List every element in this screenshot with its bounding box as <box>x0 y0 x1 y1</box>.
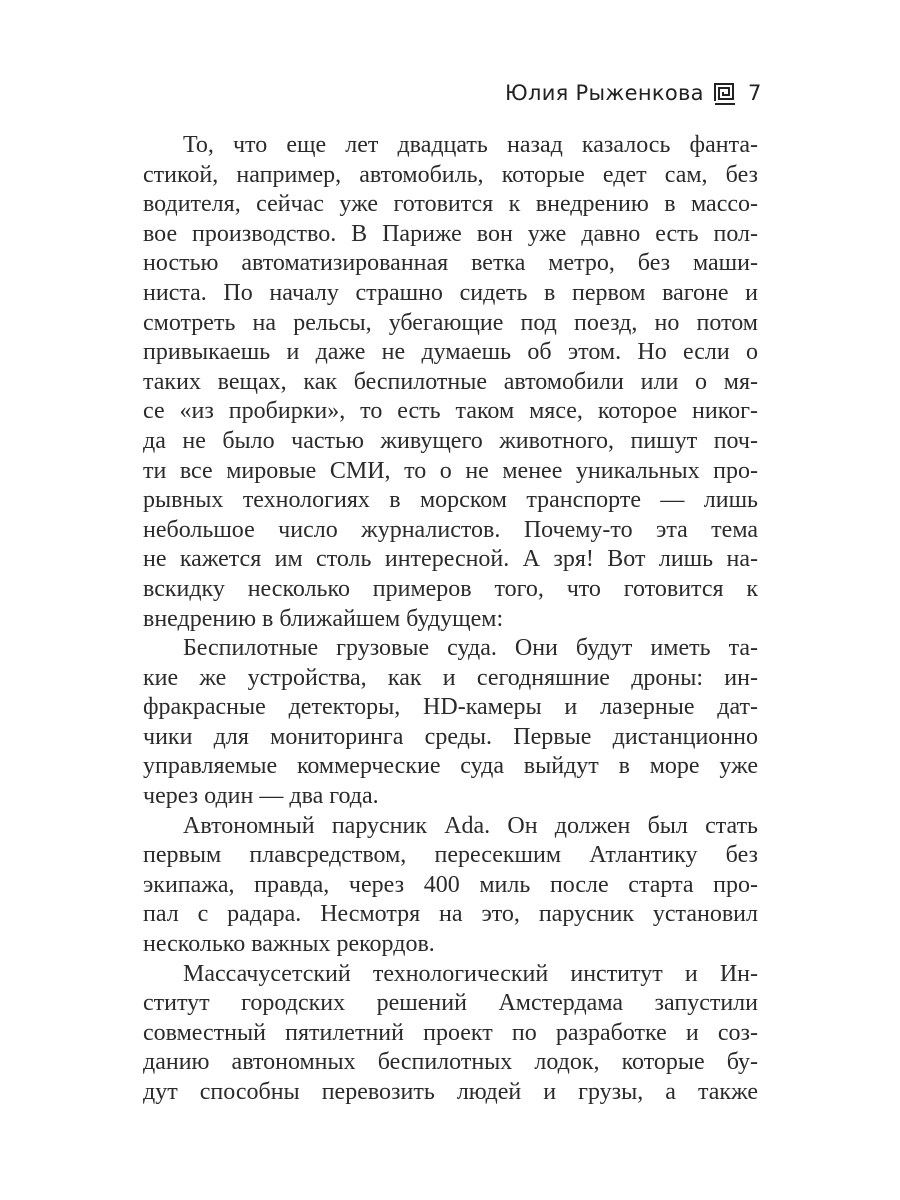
text-line: первым плавсредством, пересекшим Атлантику без <box>143 842 758 869</box>
text-line: се «из пробирки», то есть таком мясе, которое никог- <box>143 398 758 425</box>
text-line: вое производство. В Париже вон уже давно есть пол- <box>143 220 758 247</box>
page-body-text <box>143 131 758 1108</box>
author-name: Юлия Рыженкова <box>505 81 704 105</box>
text-line: То, что еще лет двадцать назад казалось фанта- <box>183 132 758 158</box>
paragraph <box>143 960 758 1108</box>
text-line: небольшое число журналистов. Почему-то эта тема <box>143 516 758 543</box>
text-line: водителя, сейчас уже готовится к внедрению в массо- <box>143 191 758 218</box>
text-line: пал с радара. Несмотря на это, парусник установил <box>143 901 758 928</box>
text-line: стикой, например, автомобиль, которые едет сам, без <box>143 161 758 188</box>
text-line: ти все мировые СМИ, то о не менее уникальных про- <box>143 457 758 484</box>
text-line: Автономный парусник Ada. Он должен был стать <box>183 812 758 839</box>
text-line: Беспилотные грузовые суда. Они будут иметь та- <box>183 635 758 662</box>
text-line: таких вещах, как беспилотные автомобили или о мя- <box>143 368 758 395</box>
text-line: через один — два года. <box>143 783 379 810</box>
text-line: привыкаешь и даже не думаешь об этом. Но если о <box>143 339 758 366</box>
text-line: несколько важных рекордов. <box>143 931 435 958</box>
paragraph <box>143 812 758 960</box>
text-line: не кажется им столь интересной. А зря! Вот лишь на- <box>143 546 758 573</box>
text-line: чики для мониторинга среды. Первые дистанционно <box>143 723 758 750</box>
text-line: управляемые коммерческие суда выйдут в море уже <box>143 753 758 780</box>
text-line: совместный пятилетний проект по разработке и соз- <box>143 1019 758 1046</box>
text-line: рывных технологиях в морском транспорте — лишь <box>143 487 758 514</box>
greek-meander-icon <box>713 82 737 106</box>
paragraph <box>143 634 758 812</box>
text-line: ностью автоматизированная ветка метро, без маши- <box>143 250 758 277</box>
text-line: внедрению в ближайшем будущем: <box>143 605 504 632</box>
text-line: фракрасные детекторы, HD-камеры и лазерные дат- <box>143 694 758 721</box>
text-line: да не было частью живущего животного, пишут поч- <box>143 427 758 454</box>
text-line: ниста. По началу страшно сидеть в первом вагоне и <box>143 279 758 306</box>
text-line: кие же устройства, как и сегодняшние дроны: ин- <box>143 664 758 691</box>
text-line: вскидку несколько примеров того, что готовится к <box>143 575 758 602</box>
text-line: данию автономных беспилотных лодок, которые бу- <box>143 1049 758 1076</box>
text-line: Массачусетский технологический институт и Ин- <box>183 960 758 987</box>
text-line: экипажа, правда, через 400 миль после старта про- <box>143 871 758 898</box>
text-line: ститут городских решений Амстердама запустили <box>143 990 758 1017</box>
text-line: смотреть на рельсы, убегающие под поезд, но потом <box>143 309 758 336</box>
paragraph <box>143 131 758 634</box>
text-line: дут способны перевозить людей и грузы, а также <box>143 1079 758 1105</box>
page-number: 7 <box>748 81 762 105</box>
running-header <box>0 76 900 110</box>
